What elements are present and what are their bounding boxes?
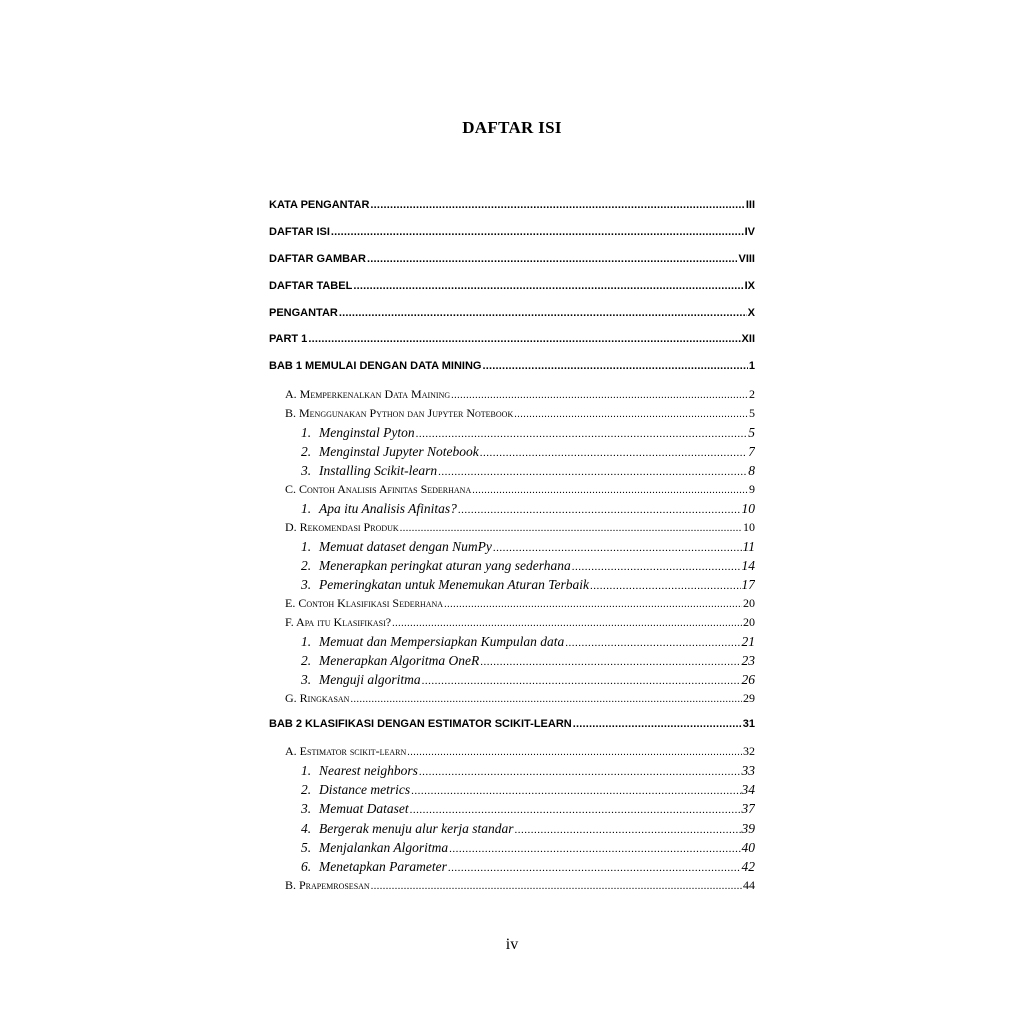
toc-entry-number: 3. — [301, 672, 312, 687]
dot-leader — [480, 447, 748, 459]
toc-entry — [269, 360, 755, 372]
toc-entry — [269, 333, 755, 345]
toc-entry — [301, 501, 755, 517]
toc-entry-number: 4. — [301, 821, 312, 836]
toc-entry — [285, 387, 755, 402]
toc-entry — [301, 463, 755, 479]
toc-entry — [301, 801, 755, 817]
toc-entry-number: 6. — [301, 859, 312, 874]
toc-entry-label: BAB 2 KLASIFIKASI DENGAN ESTIMATOR SCIKIT-LEARN — [269, 718, 572, 730]
toc-entry-page: 33 — [741, 763, 755, 778]
toc-entry-page: 7 — [748, 444, 755, 459]
toc-entry — [301, 539, 755, 555]
toc-entry-text: Menetapkan Parameter — [319, 859, 447, 874]
dot-leader — [444, 599, 742, 610]
toc-entry-text: Apa itu Analisis Afinitas? — [319, 501, 457, 516]
toc-entry-label: KATA PENGANTAR — [269, 199, 370, 211]
toc-entry-text: Installing Scikit-learn — [319, 463, 438, 478]
toc-entry-page: 20 — [743, 596, 755, 610]
toc-entry-label: C. Contoh Analisis Afinitas Sederhana — [285, 482, 472, 496]
toc-entry — [301, 634, 755, 650]
toc-entry — [285, 596, 755, 611]
toc-entry-label: B. Menggunakan Python dan Jupyter Notebook — [285, 406, 514, 420]
toc-entry-label — [301, 653, 479, 669]
toc-entry-label — [301, 577, 589, 593]
toc-entry-page: 26 — [741, 672, 755, 687]
toc-entry — [301, 859, 755, 875]
dot-leader — [392, 618, 742, 629]
toc-entry — [301, 577, 755, 593]
toc-entry — [301, 782, 755, 798]
toc-entry-page: XII — [741, 333, 755, 345]
toc-entry-label: G. Ringkasan — [285, 691, 350, 705]
toc-entry-label: BAB 1 MEMULAI DENGAN DATA MINING — [269, 360, 482, 372]
dot-leader — [514, 409, 748, 420]
toc-entry-number: 1. — [301, 501, 312, 516]
toc-entry — [285, 482, 755, 497]
toc-entry-label — [301, 840, 448, 856]
toc-entry — [285, 878, 755, 893]
dot-leader — [514, 824, 740, 836]
toc-entry-label: DAFTAR GAMBAR — [269, 253, 366, 265]
toc-entry-label: E. Contoh Klasifikasi Sederhana — [285, 596, 444, 610]
toc-entry-text: Menginstal Pyton — [319, 425, 415, 440]
toc-entry-page: 29 — [743, 691, 755, 705]
toc-entry-page: 23 — [741, 653, 755, 668]
toc-entry-label: PENGANTAR — [269, 307, 338, 319]
dot-leader — [458, 504, 741, 516]
toc-entry-page: 31 — [742, 718, 755, 730]
dot-leader — [482, 360, 747, 372]
toc-entry-number: 1. — [301, 539, 312, 554]
toc-entry-page: 1 — [748, 360, 755, 372]
toc-entry-number: 2. — [301, 653, 312, 668]
toc-entry-page: IX — [744, 280, 755, 292]
toc-entry-page: X — [747, 307, 755, 319]
toc-entry-page: 37 — [741, 801, 755, 816]
toc-entry-page: 5 — [748, 425, 755, 440]
dot-leader — [422, 675, 741, 687]
toc-entry-page: 5 — [749, 406, 755, 420]
dot-leader — [353, 280, 743, 292]
toc-entry-page: 32 — [743, 744, 755, 758]
toc-entry-page: 17 — [741, 577, 755, 592]
dot-leader — [400, 523, 742, 534]
toc-entry — [269, 280, 755, 292]
dot-leader — [480, 656, 740, 668]
toc-entry-page: 42 — [741, 859, 755, 874]
toc-entry — [301, 672, 755, 688]
toc-entry — [301, 425, 755, 441]
toc-entry-text: Menguji algoritma — [319, 672, 421, 687]
toc-entry-page: 10 — [743, 520, 755, 534]
toc-entry-text: Bergerak menuju alur kerja standar — [319, 821, 514, 836]
toc-entry — [301, 821, 755, 837]
toc-entry-label — [301, 425, 415, 441]
toc-entry-page: III — [745, 199, 755, 211]
toc-entry-number: 1. — [301, 425, 312, 440]
toc-entry — [269, 226, 755, 238]
toc-entry — [301, 653, 755, 669]
page-title: DAFTAR ISI — [462, 118, 562, 137]
toc-entry — [301, 763, 755, 779]
toc-entry — [269, 718, 755, 730]
toc-entry-number: 3. — [301, 463, 312, 478]
toc-entry-label — [301, 634, 564, 650]
toc-entry — [301, 840, 755, 856]
toc-entry-text: Menerapkan Algoritma OneR — [319, 653, 480, 668]
dot-leader — [350, 694, 742, 705]
dot-leader — [410, 804, 741, 816]
toc-entry-text: Nearest neighbors — [319, 763, 418, 778]
toc-entry — [301, 558, 755, 574]
toc-entry-label — [301, 501, 457, 517]
dot-leader — [472, 485, 748, 496]
toc-entry-text: Memuat Dataset — [319, 801, 409, 816]
toc-entry-label — [301, 859, 447, 875]
toc-entry — [269, 307, 755, 319]
toc-entry-page: 44 — [743, 878, 755, 892]
dot-leader — [407, 747, 742, 758]
toc-entry-page: 14 — [741, 558, 755, 573]
toc-entry — [285, 406, 755, 421]
toc-entry — [285, 615, 755, 630]
toc-entry-label: A. Estimator scikit-learn — [285, 744, 407, 758]
toc-entry-number: 3. — [301, 801, 312, 816]
toc-entry — [285, 744, 755, 759]
toc-entry-text: Menerapkan peringkat aturan yang sederhana — [319, 558, 571, 573]
toc-entry-number: 2. — [301, 558, 312, 573]
dot-leader — [416, 428, 748, 440]
toc-entry-number: 1. — [301, 634, 312, 649]
page-number: iv — [505, 936, 519, 953]
toc-entry-page: 20 — [743, 615, 755, 629]
toc-entry-label: B. Prapemrosesan — [285, 878, 370, 892]
dot-leader — [419, 766, 741, 778]
dot-leader — [371, 881, 742, 892]
dot-leader — [451, 390, 748, 401]
toc-entry-label: DAFTAR TABEL — [269, 280, 353, 292]
toc-entry-page: 2 — [749, 387, 755, 401]
dot-leader — [448, 862, 741, 874]
toc-entry-page: 11 — [742, 539, 755, 554]
toc-entry-page: 39 — [741, 821, 755, 836]
dot-leader — [367, 253, 738, 265]
toc-entry-number: 5. — [301, 840, 312, 855]
toc-entry-page: VIII — [738, 253, 755, 265]
toc-entry-number: 2. — [301, 444, 312, 459]
toc-entry — [269, 253, 755, 265]
toc-entry — [269, 199, 755, 211]
toc-entry-label — [301, 444, 479, 460]
dot-leader — [572, 561, 741, 573]
dot-leader — [565, 637, 740, 649]
toc-entry — [285, 691, 755, 706]
toc-entry-label — [301, 763, 418, 779]
toc-entry-label — [301, 801, 409, 817]
toc-entry-label: D. Rekomendasi Produk — [285, 520, 399, 534]
toc-entry — [285, 520, 755, 535]
toc-entry-page: 8 — [748, 463, 755, 478]
toc-entry-label — [301, 539, 492, 555]
toc-entry-page: 40 — [741, 840, 755, 855]
toc-entry-text: Distance metrics — [319, 782, 411, 797]
dot-leader — [493, 542, 742, 554]
toc-entry-page: 10 — [741, 501, 755, 516]
toc-entry-label — [301, 463, 437, 479]
dot-leader — [339, 307, 747, 319]
dot-leader — [308, 333, 740, 345]
toc-entry-text: Menginstal Jupyter Notebook — [319, 444, 479, 459]
toc-entry-text: Menjalankan Algoritma — [319, 840, 449, 855]
toc-entry-text: Pemeringkatan untuk Menemukan Aturan Terbaik — [319, 577, 589, 592]
dot-leader — [590, 580, 741, 592]
toc-entry-label: A. Memperkenalkan Data Maining — [285, 387, 451, 401]
toc-entry-page: 9 — [749, 482, 755, 496]
toc-entry-label — [301, 558, 571, 574]
toc-entry-number: 2. — [301, 782, 312, 797]
toc-entry-page: 21 — [741, 634, 755, 649]
dot-leader — [370, 199, 744, 211]
toc-entry-page: 34 — [741, 782, 755, 797]
toc-entry-number: 1. — [301, 763, 312, 778]
toc-entry-page: IV — [744, 226, 755, 238]
toc-entry-number: 3. — [301, 577, 312, 592]
toc-entry-label: DAFTAR ISI — [269, 226, 330, 238]
dot-leader — [438, 466, 747, 478]
toc-entry-label: PART 1 — [269, 333, 308, 345]
dot-leader — [411, 785, 740, 797]
dot-leader — [331, 226, 744, 238]
dot-leader — [449, 843, 740, 855]
toc-entry-label: F. Apa itu Klasifikasi? — [285, 615, 392, 629]
toc-entry — [301, 444, 755, 460]
toc-entry-label — [301, 782, 410, 798]
dot-leader — [573, 718, 742, 730]
toc-entry-label — [301, 821, 513, 837]
toc-entry-label — [301, 672, 421, 688]
toc-entry-text: Memuat dan Mempersiapkan Kumpulan data — [319, 634, 565, 649]
toc-entry-text: Memuat dataset dengan NumPy — [319, 539, 492, 554]
